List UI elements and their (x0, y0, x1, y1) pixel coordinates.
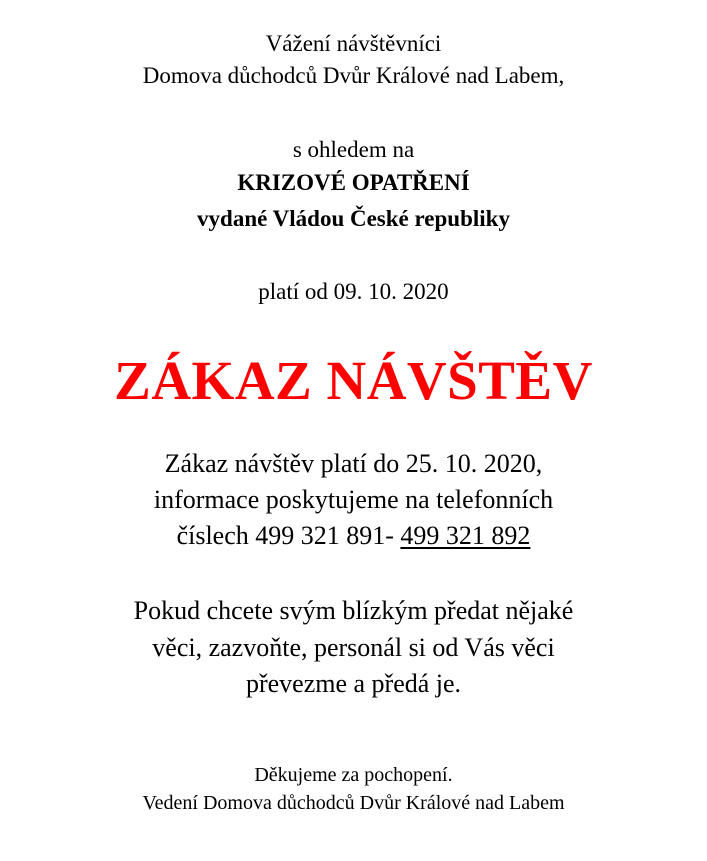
instructions-line-2: věci, zazvoňte, personál si od Vás věci (152, 633, 555, 662)
greeting-line-2: Domova důchodců Dvůr Králové nad Labem, (142, 63, 565, 88)
info-phone-intro: informace poskytujeme na telefonních (153, 485, 554, 514)
issued-by-government: vydané Vládou České republiky (197, 206, 510, 231)
ban-valid-until: Zákaz návštěv platí do 25. 10. 2020, (164, 449, 543, 478)
thank-you-line: Děkujeme za pochopení. (254, 764, 453, 786)
phone-numbers-prefix: číslech 499 321 891- (176, 521, 401, 550)
phone-number-link[interactable]: 499 321 892 (400, 521, 531, 550)
regarding-line: s ohledem na (292, 137, 415, 162)
valid-from-date: platí od 09. 10. 2020 (258, 279, 449, 304)
instructions-line-1: Pokud chcete svým blízkým předat nějaké (133, 596, 574, 625)
crisis-measures-heading: KRIZOVÉ OPATŘENÍ (237, 170, 470, 195)
visit-ban-headline: ZÁKAZ NÁVŠTĚV (114, 350, 593, 411)
signature-line: Vedení Domova důchodců Dvůr Králové nad Labem (142, 792, 565, 814)
phone-numbers-line (0, 523, 707, 549)
greeting-line-1: Vážení návštěvníci (265, 31, 442, 56)
instructions-line-3: převezme a předá je. (245, 669, 462, 698)
